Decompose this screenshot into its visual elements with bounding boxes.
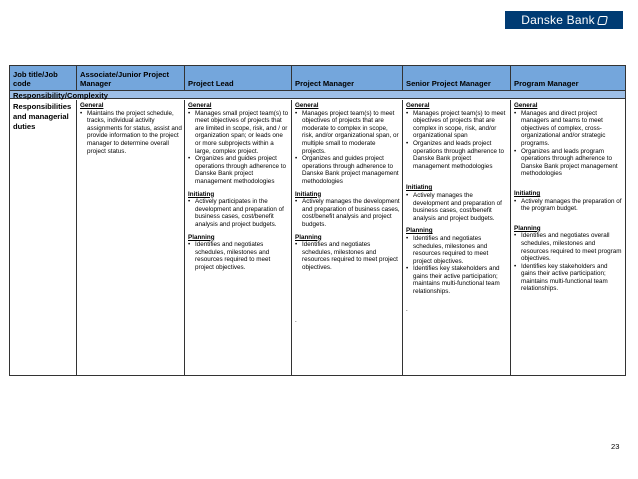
list-item: • Organizes and leads program operations through adherence to Danske Bank project management methodologies <box>514 148 623 178</box>
list-item: • Identifies key stakeholders and gains their active participation; maintains multi-functional team relationships. <box>406 265 508 295</box>
list-item: • Actively manages the development and preparation of business cases, cost/benefit analysis and project budgets. <box>295 198 400 228</box>
section-title: Planning <box>188 233 215 241</box>
subheader-row: Responsibility/Complexity <box>10 90 625 99</box>
list-item: • Organizes and leads project operations through adherence to Danske Bank project management methodologies <box>406 140 508 170</box>
list-item: • Manages project team(s) to meet objectives of projects that are complex in scope, risk, and/or organizational span <box>406 110 508 140</box>
section-title: Planning <box>295 233 322 241</box>
list-item: • Identifies and negotiates schedules, milestones and resources required to meet project objectives. <box>406 235 508 265</box>
section-title: Initiating <box>406 184 433 192</box>
cell-senior-pm <box>403 100 511 375</box>
table-body-row <box>10 100 625 375</box>
section-title: Planning <box>406 227 433 235</box>
header-project-lead: Project Lead <box>185 66 292 90</box>
role-matrix-table <box>9 65 626 376</box>
list-item: • Actively participates in the development and preparation of business cases, cost/benefit analysis and project budgets. <box>188 198 289 228</box>
trailing-mark: . <box>406 305 408 313</box>
section-title: General <box>406 102 430 109</box>
section-title: Initiating <box>295 190 322 198</box>
list-item: • Manages project team(s) to meet objectives of projects that are moderate to complex in scope, risk, and/or organizational span, or multiple small to moderate projects. <box>295 110 400 156</box>
header-program-manager: Program Manager <box>514 79 579 88</box>
list-item: • Identifies and negotiates schedules, milestones and resources required to meet project objectives. <box>295 241 400 271</box>
section-title: Initiating <box>188 190 215 198</box>
list-item: • Identifies and negotiates overall schedules, milestones and resources required to meet program objectives. <box>514 232 623 262</box>
list-item: • Actively manages the development and preparation of business cases, cost/benefit analysis and project budgets. <box>406 192 508 222</box>
header-associate: Associate/Junior Project Manager <box>77 66 185 90</box>
section-title: Planning <box>514 224 541 232</box>
logo-text: Danske Bank <box>521 13 595 27</box>
list-item: • Manages small project team(s) to meet objectives of projects that are limited in scope, risk, and / or organization span; or leads one or more subprojects within a large, complex project. <box>188 110 289 156</box>
section-title: General <box>514 102 538 109</box>
cell-associate <box>77 100 185 375</box>
danske-bank-logo <box>505 11 623 29</box>
cell-project-lead <box>185 100 292 375</box>
list-item: • Organizes and guides project operations through adherence to Danske Bank project management methodologies <box>295 155 400 185</box>
cell-program-manager <box>511 100 625 375</box>
table-header-row <box>10 66 625 90</box>
section-title: General <box>80 102 104 109</box>
header-project-manager: Project Manager <box>292 66 403 90</box>
list-item: • Manages and direct project managers and teams to meet objectives of complex, cross-organizational and/or strategic programs. <box>514 110 623 148</box>
list-item: • Maintains the project schedule, tracks, individual activity assignments for status, assist and provide information to the project manager to determine overall project status. <box>80 110 182 156</box>
trailing-mark: . <box>295 317 297 325</box>
list-item: • Identifies and negotiates schedules, milestones and resources required to meet project objectives. <box>188 241 289 271</box>
section-title: General <box>295 102 319 109</box>
row-label-cell <box>10 100 77 375</box>
logo-mark-icon <box>597 16 608 25</box>
header-senior-pm: Senior Project Manager <box>403 66 511 90</box>
list-item: • Actively manages the preparation of the program budget. <box>514 198 623 213</box>
row-label: Responsibilities and managerial duties <box>13 102 72 131</box>
list-item: • Identifies key stakeholders and gains their active participation; maintains multi-functional team relationships. <box>514 263 623 293</box>
header-job-title: Job title/Job code <box>10 66 77 90</box>
section-title: General <box>188 102 212 109</box>
section-title: Initiating <box>514 189 541 197</box>
page-number: 23 <box>611 442 620 451</box>
list-item: • Organizes and guides project operations through adherence to Danske Bank project management methodologies <box>188 155 289 185</box>
cell-project-manager <box>292 100 403 375</box>
